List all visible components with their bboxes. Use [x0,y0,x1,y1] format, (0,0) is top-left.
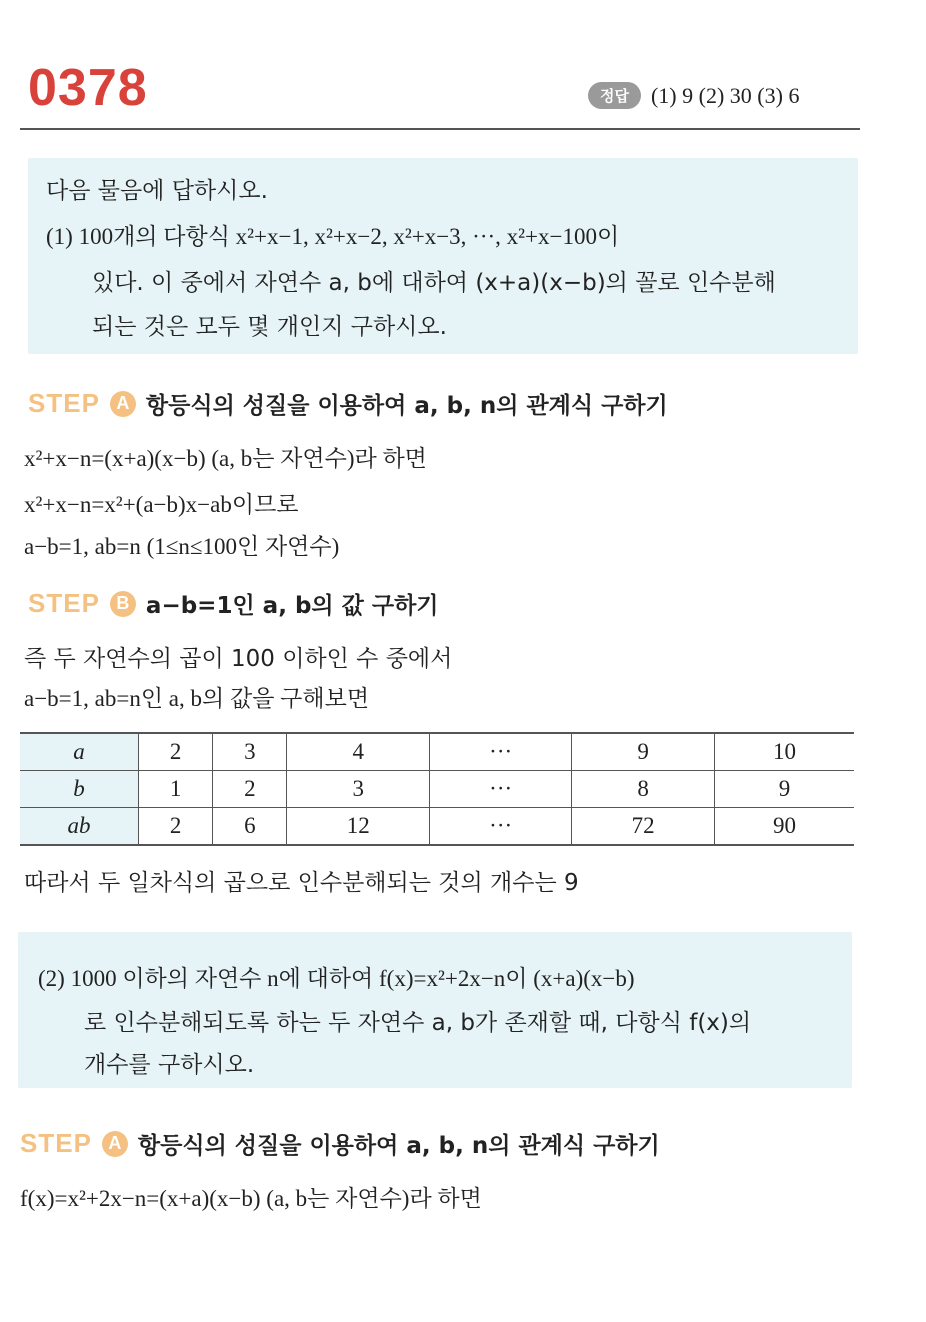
table-cell: 1 [139,771,213,808]
conclusion-line: 따라서 두 일차식의 곱으로 인수분해되는 것의 개수는 9 [24,870,579,896]
table-cell: 12 [287,808,430,846]
question-1-line-3: 되는 것은 모두 몇 개인지 구하시오. [92,314,447,340]
table-cell: 2 [139,808,213,846]
table-cell: ab [20,808,139,846]
step-label: STEP [28,588,100,618]
table-cell: ··· [429,808,571,846]
table-cell: 10 [714,733,854,771]
table-cell: ··· [429,733,571,771]
step-label: STEP [28,388,100,418]
solution-line: x²+x−n=x²+(a−b)x−ab이므로 [24,492,299,517]
problem-number: 0378 [28,59,148,117]
answer-badge: 정답 [588,82,641,109]
table-cell: 9 [572,733,715,771]
step-title: 항등식의 성질을 이용하여 a, b, n의 관계식 구하기 [137,1133,660,1159]
header-divider [20,128,860,130]
table-cell: b [20,771,139,808]
step-a-badge: A [110,391,136,417]
table-cell: 6 [213,808,287,846]
table-cell: 8 [572,771,715,808]
answer-row [588,82,799,109]
table-row [20,733,854,771]
step-a-badge: A [102,1131,128,1157]
table-cell: 2 [139,733,213,771]
values-table [20,732,854,846]
table-cell: a [20,733,139,771]
solution-line: 즉 두 자연수의 곱이 100 이하인 수 중에서 [24,646,453,672]
solution-line: x²+x−n=(x+a)(x−b) (a, b는 자연수)라 하면 [24,446,427,471]
question-1-line-1: (1) 100개의 다항식 x²+x−1, x²+x−2, x²+x−3, ···, x²+x−100이 [46,224,620,249]
solution-line: a−b=1, ab=n (1≤n≤100인 자연수) [24,534,340,559]
step-b-badge: B [110,591,136,617]
part-1-step-a-heading [28,387,668,420]
table-cell: 9 [714,771,854,808]
part-2-step-a-heading [20,1127,660,1160]
table-cell: 3 [213,733,287,771]
table-row [20,808,854,846]
step-title: 항등식의 성질을 이용하여 a, b, n의 관계식 구하기 [145,393,668,419]
solution-line: a−b=1, ab=n인 a, b의 값을 구해보면 [24,686,370,711]
table-row [20,771,854,808]
step-label: STEP [20,1128,92,1158]
solution-line: f(x)=x²+2x−n=(x+a)(x−b) (a, b는 자연수)라 하면 [20,1186,482,1211]
question-1-intro: 다음 물음에 답하시오. [46,178,268,204]
table-cell: 72 [572,808,715,846]
table-cell: 90 [714,808,854,846]
part-1-step-b-heading [28,587,439,620]
table-cell: 4 [287,733,430,771]
table-cell: 3 [287,771,430,808]
question-2-line-1: (2) 1000 이하의 자연수 n에 대하여 f(x)=x²+2x−n이 (x+a)(x−b) [38,966,635,991]
step-title: a−b=1인 a, b의 값 구하기 [145,593,439,619]
table-cell: ··· [429,771,571,808]
table-cell: 2 [213,771,287,808]
question-1-line-2: 있다. 이 중에서 자연수 a, b에 대하여 (x+a)(x−b)의 꼴로 인수분해 [92,270,776,296]
question-2-line-2: 로 인수분해되도록 하는 두 자연수 a, b가 존재할 때, 다항식 f(x)의 [84,1010,752,1036]
answer-text: (1) 9 (2) 30 (3) 6 [650,82,800,108]
question-2-line-3: 개수를 구하시오. [84,1052,255,1078]
